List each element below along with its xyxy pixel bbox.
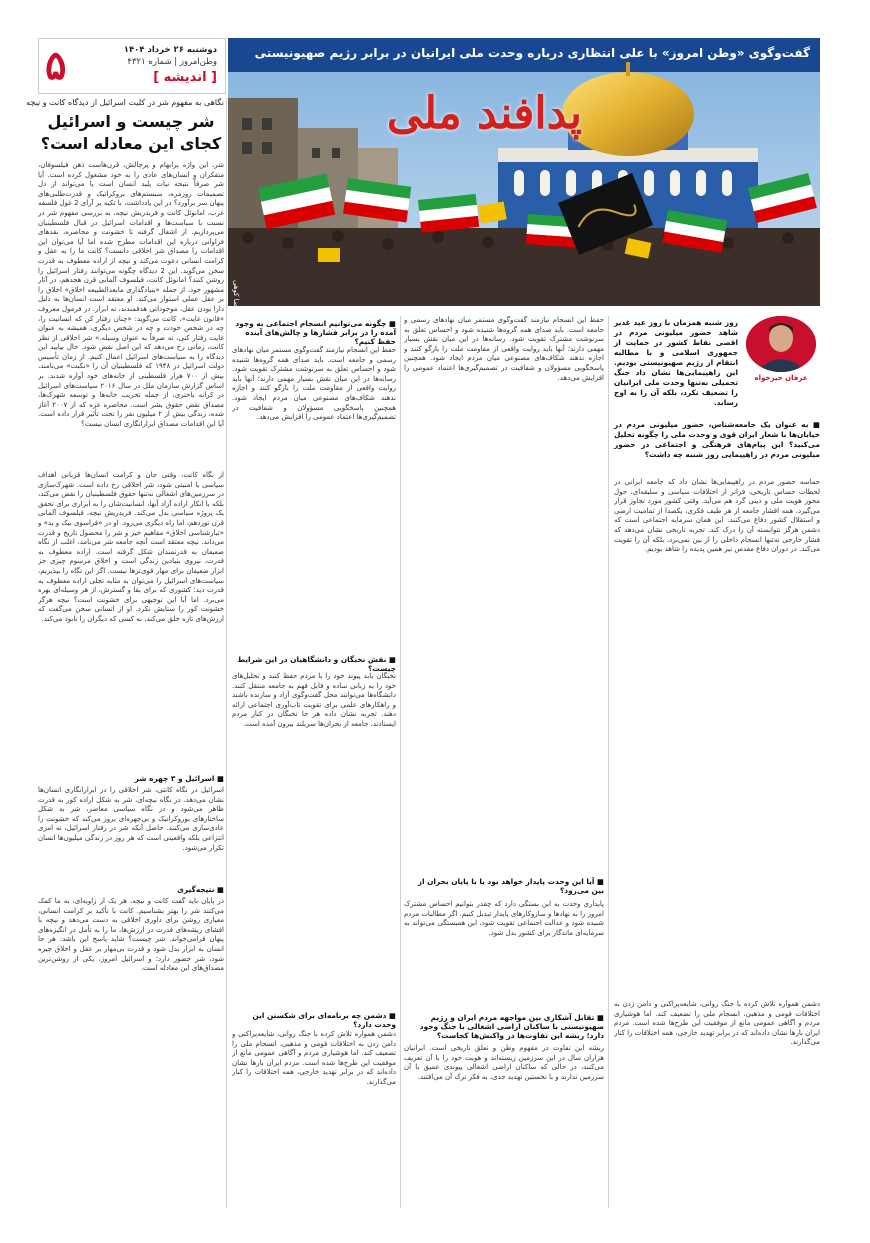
column-divider xyxy=(226,98,227,1208)
interview-question-2: ■ چگونه می‌توانیم انسجام اجتماعی به وجود آمده را در برابر فشارها و چالش‌های آینده حفظ کنیم؟ xyxy=(235,319,396,346)
page-number: ۵ xyxy=(45,42,67,89)
lead-title: پدافند ملی xyxy=(386,88,582,139)
author-box xyxy=(742,316,820,380)
sidebar-body-part4: در پایان باید گفت کانت و نیچه، هر یک از زاویه‌ای، به ما کمک می‌کنند شر را بهتر بشناسیم. کانت با تأکید بر کرامت انسانی، معیاری روشن برای داوری اخلاقی به دست می‌دهد و نیچه با افشای ریشه‌های قدرت در ارزش‌ها، ما را به تأمل در انگیزه‌های پنهان فرامی‌خواند. شر چیست؟ شاید پاسخ این باشد: هر جا انسان به ابزار بدل شود و قدرت بی‌مهار بر عقل و اخلاق چیره شود، شر حضور دارد؛ و اسرائیل امروز، یکی از روشن‌ترین مصداق‌های این معادله است. xyxy=(38,897,224,973)
author-portrait-icon xyxy=(746,316,816,372)
sidebar-subhead-2: ■ نتیجه‌گیری xyxy=(177,885,224,894)
interview-answer-4: پایداری وحدت به این بستگی دارد که چقدر بتوانیم احساس مشترک امروز را به نهادها و سازوکارهای پایدار تبدیل کنیم. اگر مطالبات مردم شنیده شود و عدالت اجتماعی تقویت شود، این همبستگی می‌تواند به سرمایه‌ای ماندگار برای کشور بدل شود. xyxy=(404,900,604,937)
interview-answer-5: دشمن همواره تلاش کرده با جنگ روانی، شایعه‌پراکنی و دامن زدن به اختلافات قومی و مذهبی، انسجام ملی را تضعیف کند. اما هوشیاری مردم و آگاهی عمومی مانع از موفقیت این طرح‌ها شده است. مردم ایران بارها نشان داده‌اند که در برابر تهدید خارجی، همه اختلافات را کنار می‌گذارند. xyxy=(614,1000,820,1047)
column-divider xyxy=(608,316,609,1208)
interview-answer-5-cont: دشمن همواره تلاش کرده با جنگ روانی، شایعه‌پراکنی و دامن زدن به اختلافات قومی و مذهبی، انسجام ملی را تضعیف کند. اما هوشیاری مردم و آگاهی عمومی مانع از موفقیت این طرح‌ها شده است. مردم ایران بارها نشان داده‌اند که در برابر تهدید خارجی، همه اختلافات را کنار می‌گذارند. xyxy=(232,1030,396,1086)
sidebar-title-line2: کجای این معادله است؟ xyxy=(40,134,222,153)
interview-answer-6: ریشه این تفاوت در مفهوم وطن و تعلق تاریخی است. ایرانیان هزاران سال در این سرزمین زیسته‌اند و هویت خود را با آن تعریف می‌کنند، در حالی که ساکنان اراضی اشغالی پیوندی عمیق با آن سرزمین ندارند و با نخستین تهدید جدی، به فکر ترک آن می‌افتند. xyxy=(404,1044,604,1081)
interview-question-6: ■ تقابل آشکاری بین مواجهه مردم ایران و رژیم صهیونیستی با ساکنان اراضی اشغالی با جنگ وجود دارد؛ ریشه این تفاوت‌ها در واکنش‌ها کجاست؟ xyxy=(419,1013,604,1040)
sidebar-body-part3: اسرائیل در نگاه کانتی، شر اخلاقی را در ابزارانگاری انسان‌ها نشان می‌دهد. در نگاه نیچه‌ای، شر به شکل اراده کور به قدرت ظاهر می‌شود و در نگاه سیاسی معاصر، شر به شکل ساختارهای بوروکراتیک و بی‌چهره‌ای بروز می‌کند که خشونت را عادی‌سازی می‌کنند. حاصل آنکه شر در رفتار اسرائیل، نه امری انتزاعی بلکه واقعیتی است که هر روز در زندگی میلیون‌ها انسان تکرار می‌شود. xyxy=(38,786,224,852)
author-avatar xyxy=(746,316,816,372)
issue-number: وطن‌امروز | شماره ۴۳۲۱ xyxy=(127,57,217,67)
lead-kicker: گفت‌وگوی «وطن امروز» با علی انتظاری درباره وحدت ملی ایرانیان در برابر رژیم صهیونیستی xyxy=(254,46,810,60)
interview-question-1: ■ به عنوان یک جامعه‌شناس، حضور میلیونی مردم در خیابان‌ها با شعار ایران قوی و وحدت ملی را چگونه تحلیل می‌کنید؟ این پیام‌های فرهنگی و اجتماعی در حضور میلیونی مردم در راهپیمایی روز شنبه چه داشت؟ xyxy=(614,420,820,459)
interview-answer-3: نخبگان باید پیوند خود را با مردم حفظ کنند و تحلیل‌های خود را به زبانی ساده و قابل فهم به جامعه منتقل کنند. دانشگاه‌ها می‌توانند محل گفت‌وگوی آزاد و سازنده باشند و راهکارهای علمی برای تقویت تاب‌آوری اجتماعی ارائه دهند. تجربه نشان داده هر جا نخبگان در کنار مردم ایستادند، جامعه از بحران‌ها سربلند بیرون آمده است. xyxy=(232,672,396,728)
interview-question-4: ■ آیا این وحدت پایدار خواهد بود یا با پایان بحران از بین می‌رود؟ xyxy=(417,877,604,895)
interview-question-3: ■ نقش نخبگان و دانشگاهیان در این شرایط چیست؟ xyxy=(237,655,396,673)
interview-answer-2-cont: حفظ این انسجام نیازمند گفت‌وگوی مستمر میان نهادهای رسمی و جامعه است. باید صدای همه گروه‌ها شنیده شود و احساس تعلق به سرنوشت مشترک تقویت شود. رسانه‌ها در این میان نقش بسیار مهمی دارند؛ آنها باید روایت واقعی از مقاومت ملت را بازگو کنند و اجازه ندهند شکاف‌های مصنوعی میان مردم ایجاد شود. همچنین پاسخگویی مسؤولان و شفافیت در تصمیم‌گیری‌ها اعتماد عمومی را افزایش می‌دهد. xyxy=(404,316,604,382)
sidebar-body-part1: شر، این واژه پرابهام و پرچالش، قرن‌هاست ذهن فیلسوفان، متفکران و انسان‌های عادی را به خود مشغول کرده است. آیا شر صرفاً نتیجه نیات پلید انسان است یا می‌تواند از دل تصمیمات روزمره، سیستم‌های بروکراتیک و قدرت‌طلبی‌های پنهان سر برآورد؟ در این یادداشت، با تکیه بر آرای 2 غول فلسفه غرب، امانوئل کانت و فریدریش نیچه، به بررسی مفهوم شر در نسبت با سیاست‌ها و اقدامات اسرائیل در قبال فلسطینیان می‌پردازیم. از اشغال گرفته تا خشونت و محاصره، نقدهای فراوانی درباره این اقدامات مطرح شده اما آیا می‌توان این اقدامات را مصداق شر اخلاقی دانست؟ کانت ما را به عقل و کرامت انسانی دعوت می‌کند و نیچه از اراده معطوف به قدرت سخن می‌گوید. این 2 دیدگاه چگونه می‌توانند رفتار اسرائیل را روشن کنند؟ امانوئل کانت، فیلسوف آلمانی قرن هجدهم، در آثار مشهور خود، از جمله «بنیادگذاری مابعدالطبیعه اخلاق» اخلاق را بر عقل عملی استوار می‌کند. او معتقد است انسان‌ها به دلیل دارا بودن عقل، موجوداتی هدفمندند، نه ابزار. در فرمول معروف «قانون غایت»، کانت می‌گوید: «چنان رفتار کن که انسانیت را، چه در شخص خودت و چه در شخص دیگری، همیشه به عنوان غایت رفتار کنی، نه صرفاً به عنوان وسیله.» شر اخلاقی از نظر کانت، زمانی رخ می‌دهد که این اصل نقض شود. حال بیایید این دیدگاه را به سیاست‌های اسرائیل اعمال کنیم. از زمان تأسیس دولت اسرائیل در ۱۹۴۸ که فلسطینیان آن را «نکبت» می‌نامند، بیش از ۷۰۰ هزار فلسطینی از خانه‌های خود آواره شدند. بر اساس گزارش سازمان ملل در سال ۲۰۱۶ سیاست‌های اسرائیل در کرانه باختری، از جمله تخریب خانه‌ها و توسعه شهرک‌ها، مصداق نقض حقوق بشر است. محاصره غزه که از ۲۰۰۷ آغاز شده، زندگی بیش از ۲ میلیون نفر را تحت تأثیر قرار داده است. آیا این اقدامات مصداق ابزارانگاری انسان نیست؟ xyxy=(38,161,224,429)
issue-date: دوشنبه ۲۶ خرداد ۱۴۰۴ xyxy=(123,45,217,55)
page-header xyxy=(38,38,226,94)
author-name: عرفان خیرخواه xyxy=(754,374,808,382)
sidebar-body-part2: از نگاه کانت، وقتی جان و کرامت انسان‌ها قربانی اهداف سیاسی یا امنیتی شود، شر اخلاقی رخ داده است. شهرک‌سازی در سرزمین‌های اشغالی نه‌تنها حقوق فلسطینیان را نقض می‌کند، بلکه با انکار اراده آزاد آنها، انسانیت‌شان را به ابزاری برای تحقق یک پروژه سیاسی بدل می‌کند. فریدریش نیچه، فیلسوف آلمانی قرن نوزدهم، اما راه دیگری می‌رود. او در «فراسوی نیک و بد» و «تبارشناسی اخلاق» مفاهیم خیر و شر را محصول تاریخ و قدرت می‌داند. نیچه معتقد است آنچه جامعه شر می‌نامد، اغلب از نگاه ضعیفان به قدرتمندان شکل گرفته است. اراده معطوف به قدرت، نیروی بنیادین زندگی است و اخلاق مرسوم چیزی جز ابزار ضعیفان برای مهار قوی‌ترها نیست. اگر این نگاه را بپذیریم، سیاست‌های اسرائیل را می‌توان به مثابه تجلی اراده معطوف به قدرت دید؛ کشوری که برای بقا و گسترش، از هر وسیله‌ای بهره می‌برد. اما آیا این توجیهی برای خشونت است؟ نیچه هرگز خشونت کور را ستایش نکرد. او از انسانی سخن می‌گفت که ارزش‌های تازه خلق می‌کند، نه کسی که دیگران را نابود می‌کند. xyxy=(38,471,224,623)
sidebar-article xyxy=(26,98,224,1011)
interview-answer-1: حماسه حضور مردم در راهپیمایی‌ها نشان داد که جامعه ایرانی در لحظات حساس تاریخی، فراتر از اختلافات سیاسی و سلیقه‌ای، حول محور هویت ملی و دینی گرد هم می‌آید. وقتی کشور مورد تجاوز قرار می‌گیرد، همه اقشار جامعه از هر طیف فکری، یکصدا از تمامیت ارضی و استقلال کشور دفاع می‌کنند. این همان سرمایه اجتماعی است که دشمن هرگز نتوانسته آن را درک کند. تجربه تاریخی نشان می‌دهد که فشار خارجی نه‌تنها انسجام داخلی را از بین نمی‌برد، بلکه آن را تقویت می‌کند. در دوران دفاع مقدس نیز همین پدیده را شاهد بودیم. xyxy=(614,478,820,554)
interview-question-5: ■ دشمن چه برنامه‌ای برای شکستن این وحدت دارد؟ xyxy=(252,1011,396,1029)
column-divider xyxy=(400,316,401,1208)
sidebar-title xyxy=(38,111,224,155)
interview-lead: روز شنبه همزمان با روز عید غدیر شاهد حضور میلیونی مردم در اقصی نقاط کشور در حمایت از جمهوری اسلامی و با مطالبه انتقام از رژیم صهیونیستی بودیم. این راهپیمایی‌ها نشان داد جنگ تحمیلی نه‌تنها وحدت ملی ایرانیان را تضعیف نکرد، بلکه آن را به اوج رساند. xyxy=(614,318,738,407)
photo-credit: عکس: علیرضا کوهی xyxy=(232,280,240,341)
sidebar-subhead-1: ■ اسرائیل و ۳ چهره شر xyxy=(134,774,224,783)
lead-kicker-banner xyxy=(228,38,820,72)
sidebar-kicker: نگاهی به مفهوم شر در کلیت اسرائیل از دیدگاه کانت و نیچه xyxy=(26,98,224,107)
sidebar-title-line1: شر چیست و اسرائیل xyxy=(47,112,215,131)
section-name: [ اندیشه ] xyxy=(153,70,217,85)
lead-photo xyxy=(228,38,820,306)
interview-answer-2: حفظ این انسجام نیازمند گفت‌وگوی مستمر میان نهادهای رسمی و جامعه است. باید صدای همه گروه‌ها شنیده شود و احساس تعلق به سرنوشت مشترک تقویت شود. رسانه‌ها در این میان نقش بسیار مهمی دارند؛ آنها باید روایت واقعی از مقاومت ملت را بازگو کنند و اجازه ندهند شکاف‌های مصنوعی میان مردم ایجاد شود. همچنین پاسخگویی مسؤولان و شفافیت در تصمیم‌گیری‌ها اعتماد عمومی را افزایش می‌دهد. xyxy=(232,346,396,422)
rally-photo-illustration xyxy=(228,38,820,306)
